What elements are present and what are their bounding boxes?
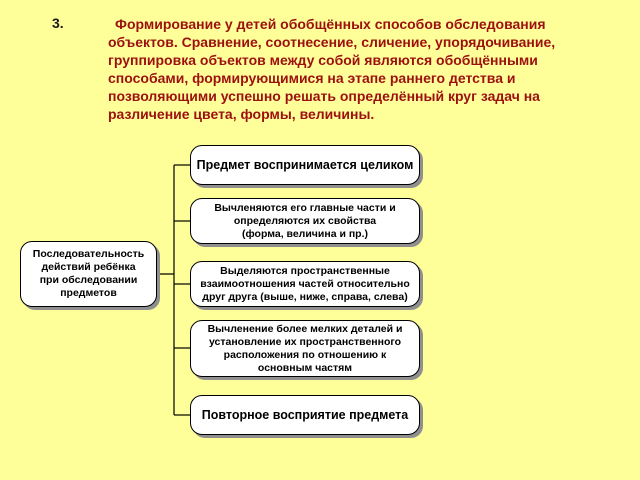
heading-number: 3. — [52, 15, 64, 31]
step-box-1-label: Предмет воспринимается целиком — [196, 158, 414, 172]
step-box-5-label: Повторное восприятие предмета — [201, 408, 409, 422]
step-box-5 — [190, 395, 420, 435]
step-box-3 — [190, 261, 420, 307]
step-box-1 — [190, 145, 420, 185]
step-box-2 — [190, 198, 420, 244]
step-box-4-label: Вычленение более мелких деталей и установление их пространственного расположения по отношению к основным частям — [207, 322, 403, 374]
root-box-label: Последовательность действий ребёнка при обследовании предметов — [32, 248, 145, 299]
step-box-2-label: Вычленяются его главные части и определяются их свойства (форма, величина и пр.) — [214, 201, 396, 240]
step-box-4 — [190, 320, 420, 377]
root-box — [20, 241, 157, 307]
step-box-3-label: Выделяются пространственные взаимоотношения частей относительно друг друга (выше, ниже, справа, слева) — [200, 264, 410, 303]
heading-text: Формирование у детей обобщённых способов обследования объектов. Сравнение, соотнесение, сличение, упорядочивание, группировка объектов между собой являются обобщёнными способами, формирующимися на этапе раннего детства и позволяющими успешно решать определённый круг задач на различение цвета, формы, величины. — [108, 16, 556, 122]
heading-block — [0, 0, 640, 130]
